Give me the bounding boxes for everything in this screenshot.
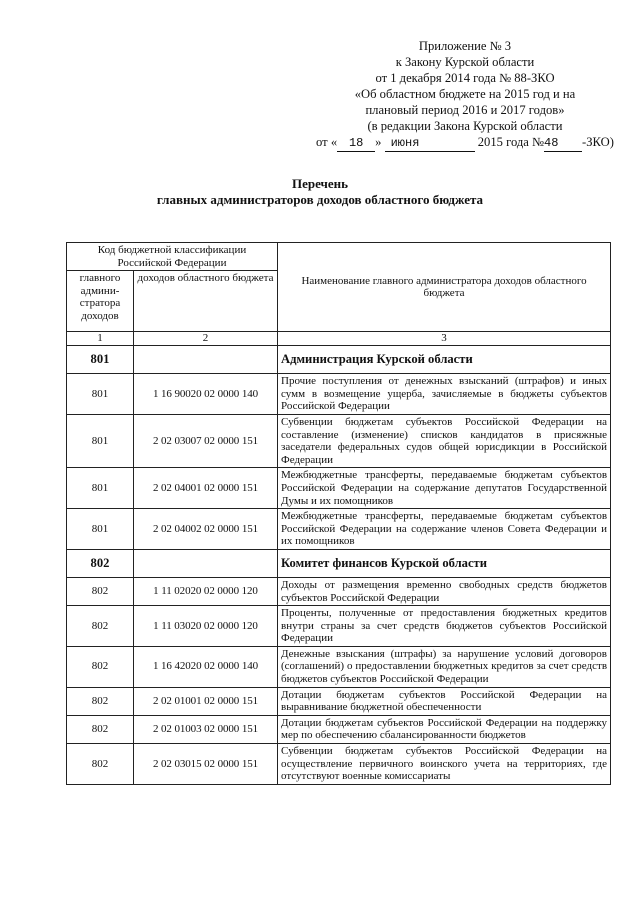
annex-edition: (в редакции Закона Курской области bbox=[367, 119, 563, 133]
table-row bbox=[67, 744, 611, 785]
table-row bbox=[67, 606, 611, 647]
header-main-administrator: главного админи-стратора доходов bbox=[67, 271, 134, 332]
document-title: Перечень bbox=[291, 176, 349, 191]
annex-to-law: к Закону Курской области bbox=[395, 55, 535, 69]
edition-number-handwritten: 48 bbox=[544, 135, 582, 152]
table-row bbox=[67, 577, 611, 605]
annex-header bbox=[300, 38, 630, 152]
revenue-code: 2 02 01003 02 0000 151 bbox=[134, 715, 278, 743]
annex-law-title-1: «Об областном бюджете на 2015 год и на bbox=[354, 87, 576, 101]
annex-law-title-2: плановый период 2016 и 2017 годов» bbox=[365, 103, 565, 117]
revenue-name: Субвенции бюджетам субъектов Российской Федерации на осуществление первичного воинского учета на территориях, где отсутствуют военные комиссариаты bbox=[278, 744, 611, 785]
edition-month-handwritten: июня bbox=[385, 135, 475, 152]
edition-day-handwritten: 18 bbox=[337, 135, 375, 152]
admin-code: 802 bbox=[67, 744, 134, 785]
group-code-empty bbox=[134, 346, 278, 374]
revenue-name: Субвенции бюджетам субъектов Российской Федерации на составление (изменение) списков кандидатов в присяжные заседатели федеральных судов общей юрисдикции в Российской Федерации bbox=[278, 414, 611, 467]
group-code-empty bbox=[134, 549, 278, 577]
table-row bbox=[67, 374, 611, 415]
revenue-code: 2 02 01001 02 0000 151 bbox=[134, 687, 278, 715]
revenue-code: 2 02 04001 02 0000 151 bbox=[134, 468, 278, 509]
revenue-name: Денежные взыскания (штрафы) за нарушение условий договоров (соглашений) о предоставлении бюджетных кредитов за счет средств бюджетов субъектов Российской Федерации bbox=[278, 646, 611, 687]
admin-code: 801 bbox=[67, 414, 134, 467]
revenue-code: 1 16 90020 02 0000 140 bbox=[134, 374, 278, 415]
group-row bbox=[67, 346, 611, 374]
table-row bbox=[67, 414, 611, 467]
revenue-name: Дотации бюджетам субъектов Российской Федерации на выравнивание бюджетной обеспеченности bbox=[278, 687, 611, 715]
edition-year: 2015 года № bbox=[477, 135, 545, 149]
revenue-code: 2 02 04002 02 0000 151 bbox=[134, 509, 278, 550]
revenue-code: 1 11 02020 02 0000 120 bbox=[134, 577, 278, 605]
revenue-code: 1 11 03020 02 0000 120 bbox=[134, 606, 278, 647]
group-code: 801 bbox=[67, 346, 134, 374]
revenue-name: Межбюджетные трансферты, передаваемые бюджетам субъектов Российской Федерации на содержание депутатов Государственной Думы и их помощников bbox=[278, 468, 611, 509]
revenue-name: Прочие поступления от денежных взысканий (штрафов) и иных сумм в возмещение ущерба, зачисляемые в бюджеты субъектов Российской Федерации bbox=[278, 374, 611, 415]
annex-law-date: от 1 декабря 2014 года № 88-ЗКО bbox=[375, 71, 555, 85]
document-subtitle: главных администраторов доходов областного бюджета bbox=[156, 192, 484, 207]
admin-code: 802 bbox=[67, 715, 134, 743]
header-budget-classification: Код бюджетной классификации Российской Федерации bbox=[67, 243, 278, 271]
header-revenue-code: доходов областного бюджета bbox=[134, 271, 278, 332]
revenue-code: 2 02 03015 02 0000 151 bbox=[134, 744, 278, 785]
table-row bbox=[67, 509, 611, 550]
revenue-name: Дотации бюджетам субъектов Российской Федерации на поддержку мер по обеспечению сбалансированности бюджетов bbox=[278, 715, 611, 743]
admin-code: 802 bbox=[67, 577, 134, 605]
annex-edition-date bbox=[300, 134, 630, 152]
revenue-name: Проценты, полученные от предоставления бюджетных кредитов внутри страны за счет средств бюджетов субъектов Российской Федерации bbox=[278, 606, 611, 647]
group-name: Комитет финансов Курской области bbox=[278, 549, 611, 577]
table-row bbox=[67, 646, 611, 687]
revenue-name: Межбюджетные трансферты, передаваемые бюджетам субъектов Российской Федерации на содержание членов Совета Федерации и их помощников bbox=[278, 509, 611, 550]
revenue-code: 2 02 03007 02 0000 151 bbox=[134, 414, 278, 467]
table-row bbox=[67, 715, 611, 743]
column-number-3: 3 bbox=[278, 332, 611, 346]
group-row bbox=[67, 549, 611, 577]
group-name: Администрация Курской области bbox=[278, 346, 611, 374]
edition-date-quote: » bbox=[375, 135, 382, 149]
header-administrator-name: Наименование главного администратора доходов областного бюджета bbox=[278, 243, 611, 332]
revenue-name: Доходы от размещения временно свободных средств бюджетов субъектов Российской Федерации bbox=[278, 577, 611, 605]
edition-number-suffix: -ЗКО) bbox=[582, 135, 614, 149]
revenue-code: 1 16 42020 02 0000 140 bbox=[134, 646, 278, 687]
column-number-1: 1 bbox=[67, 332, 134, 346]
admin-code: 801 bbox=[67, 468, 134, 509]
group-code: 802 bbox=[67, 549, 134, 577]
admin-code: 801 bbox=[67, 509, 134, 550]
column-number-2: 2 bbox=[134, 332, 278, 346]
admin-code: 802 bbox=[67, 606, 134, 647]
admin-code: 802 bbox=[67, 646, 134, 687]
annex-number: Приложение № 3 bbox=[418, 39, 512, 53]
admin-code: 801 bbox=[67, 374, 134, 415]
administrators-table bbox=[66, 242, 611, 785]
table-row bbox=[67, 687, 611, 715]
edition-date-prefix: от « bbox=[316, 135, 338, 149]
admin-code: 802 bbox=[67, 687, 134, 715]
table-row bbox=[67, 468, 611, 509]
